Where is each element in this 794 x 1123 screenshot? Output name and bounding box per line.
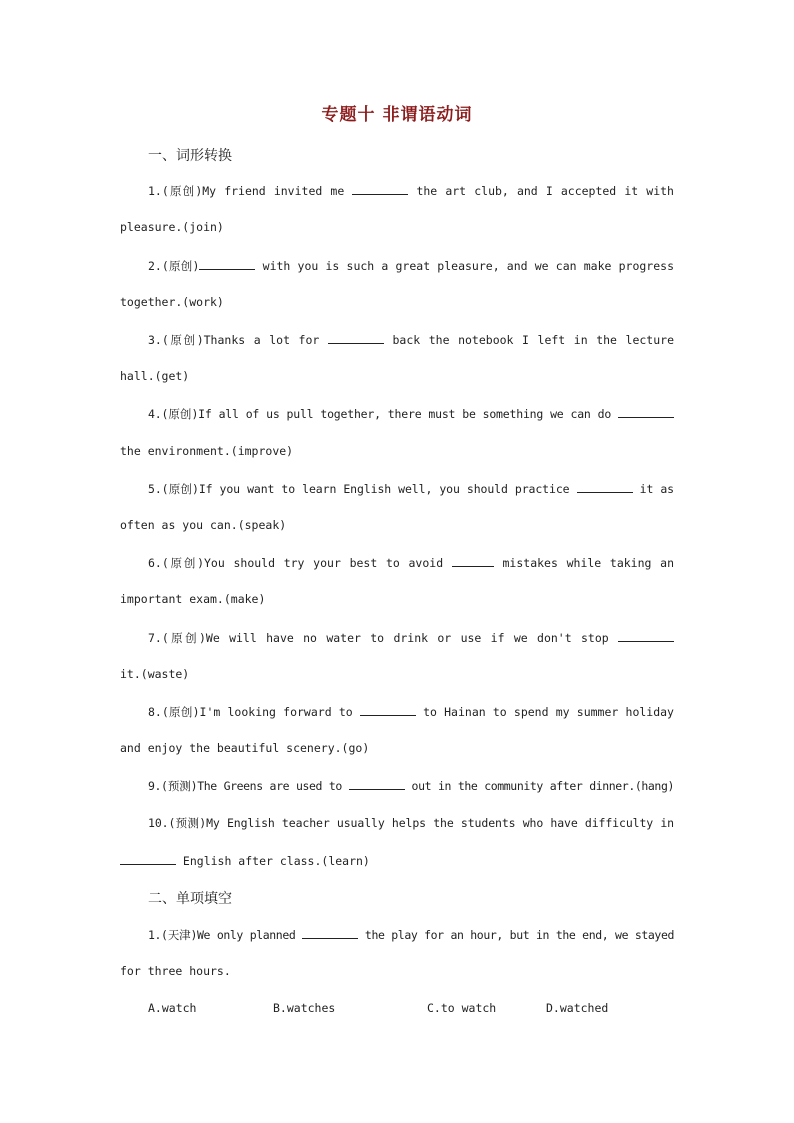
answer-blank[interactable]: [618, 405, 674, 418]
question-6-text: 6.(原创)You should try your best to avoid: [148, 556, 452, 570]
question-3-continuation: hall.(get): [120, 369, 190, 383]
question-9-text-after: out in the community after dinner.(hang): [404, 779, 674, 793]
question-5-text-after: it as: [632, 482, 674, 496]
question-6-line: [148, 554, 674, 571]
question-7-text: 7.(原创)We will have no water to drink or use if we don't stop: [148, 631, 618, 645]
question-1-line: [148, 182, 674, 199]
answer-blank[interactable]: [352, 182, 408, 195]
answer-blank[interactable]: [452, 554, 494, 567]
answer-blank[interactable]: [349, 777, 405, 790]
section-heading-word-forms: 一、词形转换: [148, 148, 232, 164]
question-1-continuation: pleasure.(join): [120, 220, 224, 234]
answer-blank[interactable]: [199, 257, 255, 270]
question-3-text: 3.(原创)Thanks a lot for: [148, 333, 328, 347]
question-4-continuation: the environment.(improve): [120, 444, 294, 458]
option-d[interactable]: D.watched: [546, 1001, 609, 1015]
question-7-line: [148, 629, 674, 646]
question-2-text-after: with you is such a great pleasure, and we can make progress: [255, 259, 674, 273]
question-5-text: 5.(原创)If you want to learn English well, you should practice: [148, 482, 577, 496]
option-b[interactable]: B.watches: [273, 1001, 336, 1015]
question-1-text-after: the art club, and I accepted it with: [408, 184, 674, 198]
question-7-continuation: it.(waste): [120, 667, 190, 681]
question-1-text: 1.(原创)My friend invited me: [148, 184, 353, 198]
question-6-continuation: important exam.(make): [120, 592, 266, 606]
mc-question-1-continuation: for three hours.: [120, 964, 231, 978]
question-5-line: [148, 480, 674, 497]
question-2-text: 2.(原创): [148, 259, 200, 273]
option-a[interactable]: A.watch: [148, 1001, 197, 1015]
question-10-text-after: English after class.(learn): [176, 854, 370, 868]
question-2-continuation: together.(work): [120, 295, 224, 309]
question-8-continuation: and enjoy the beautiful scenery.(go): [120, 741, 370, 755]
mc-question-1-text-after: the play for an hour, but in the end, we stayed: [358, 928, 674, 942]
question-3-line: [148, 331, 674, 348]
answer-blank[interactable]: [360, 703, 416, 716]
mc-question-1-line: [148, 926, 674, 943]
question-8-text-after: to Hainan to spend my summer holiday: [415, 705, 674, 719]
question-6-text-after: mistakes while taking an: [493, 556, 674, 570]
option-c[interactable]: C.to watch: [427, 1001, 497, 1015]
question-2-line: [148, 257, 674, 274]
question-4-text: 4.(原创)If all of us pull together, there must be something we can do: [148, 407, 618, 421]
question-10-continuation: [120, 852, 370, 869]
answer-blank[interactable]: [120, 852, 176, 865]
answer-blank[interactable]: [618, 629, 674, 642]
mc-question-1-text: 1.(天津)We only planned: [148, 928, 303, 942]
answer-blank[interactable]: [577, 480, 633, 493]
question-3-text-after: back the notebook I left in the lecture: [383, 333, 674, 347]
answer-blank[interactable]: [328, 331, 384, 344]
question-8-text: 8.(原创)I'm looking forward to: [148, 705, 360, 719]
section-heading-multiple-choice: 二、单项填空: [148, 891, 232, 907]
question-9-text: 9.(预测)The Greens are used to: [148, 779, 349, 793]
question-9-line: [148, 777, 674, 794]
question-10-line: 10.(预测)My English teacher usually helps the students who have difficulty in: [148, 816, 674, 830]
answer-blank[interactable]: [302, 926, 358, 939]
question-8-line: [148, 703, 674, 720]
page-title: 专题十 非谓语动词: [321, 105, 473, 125]
question-4-line: [148, 405, 674, 422]
question-5-continuation: often as you can.(speak): [120, 518, 287, 532]
